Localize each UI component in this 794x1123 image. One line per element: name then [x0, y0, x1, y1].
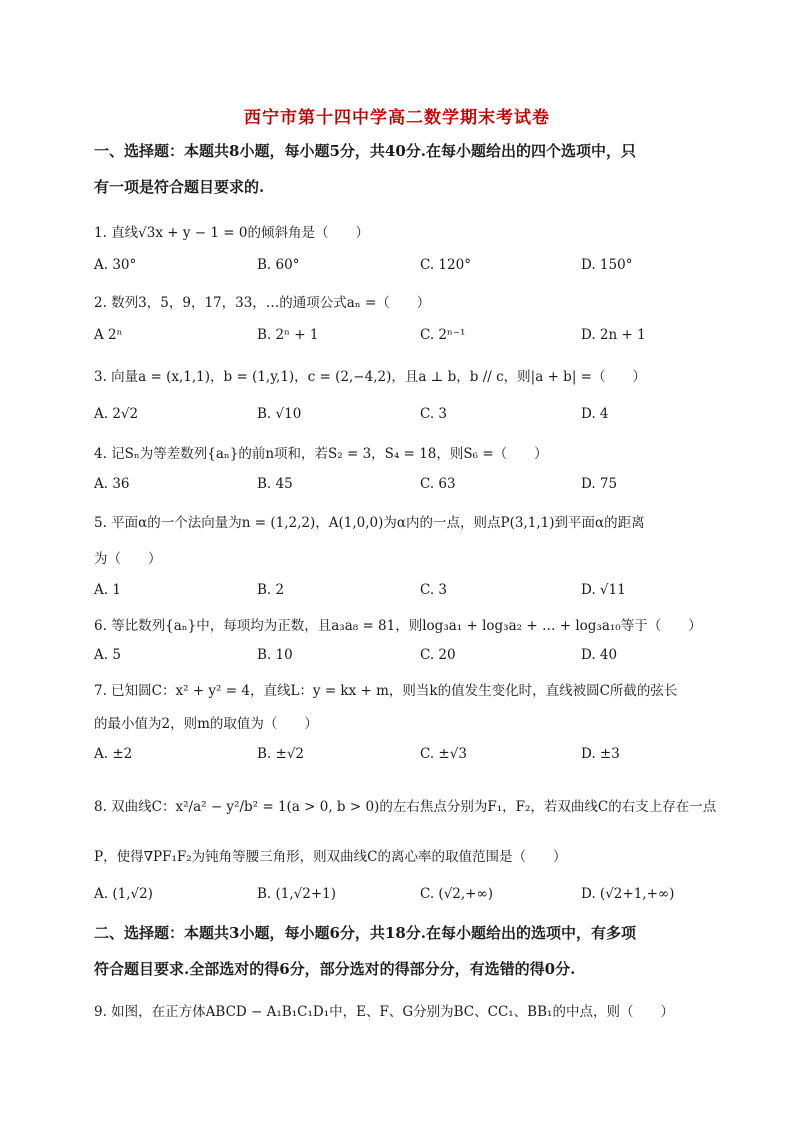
- option-a: A. 5: [94, 647, 121, 663]
- option-b: B. (1,√2+1): [257, 886, 337, 902]
- option-b: B. ±√2: [257, 746, 305, 762]
- page-title: 西宁市第十四中学高二数学期末考试卷: [244, 108, 550, 128]
- question-7: 7. 已知圆C：x² + y² = 4，直线L：y = kx + m，则当k的值发生变化时，直线被圆C所截的弦长: [94, 683, 678, 699]
- option-a: A. 1: [94, 582, 121, 598]
- section-2-line1: 二、选择题：本题共3小题，每小题6分，共18分.在每小题给出的选项中，有多项: [94, 924, 636, 942]
- section-1-line2: 有一项是符合题目要求的.: [94, 178, 265, 196]
- option-a: A. 36: [94, 476, 130, 492]
- question-8-continued: P，使得∇PF₁F₂为钝角等腰三角形，则双曲线C的离心率的取值范围是（ ）: [94, 849, 567, 865]
- option-c: C. 20: [420, 647, 456, 663]
- question-2: 2. 数列3，5，9，17，33，…的通项公式aₙ =（ ）: [94, 295, 431, 311]
- question-4: 4. 记Sₙ为等差数列{aₙ}的前n项和，若S₂ = 3，S₄ = 18，则S₆ =（ ）: [94, 446, 548, 462]
- question-3: 3. 向量a = (x,1,1)，b = (1,y,1)，c = (2,−4,2)，且a ⊥ b，b // c，则|a + b| =（ ）: [94, 369, 646, 385]
- option-d: D. 150°: [581, 257, 633, 273]
- option-d: D. √11: [581, 582, 626, 598]
- option-c: C. 3: [420, 582, 448, 598]
- option-a: A. (1,√2): [94, 886, 153, 902]
- option-a: A. ±2: [94, 746, 133, 762]
- option-c: C. 63: [420, 476, 456, 492]
- question-7-options: [94, 746, 714, 766]
- question-2-options: [94, 327, 714, 347]
- question-7-continued: 的最小值为2，则m的取值为（ ）: [94, 716, 318, 732]
- question-9: 9. 如图，在正方体ABCD − A₁B₁C₁D₁中，E、F、G分别为BC、CC₁、BB₁的中点，则（ ）: [94, 1004, 674, 1020]
- option-d: D. (√2+1,+∞): [581, 886, 675, 902]
- option-b: B. 2ⁿ + 1: [257, 327, 319, 343]
- option-c: C. 120°: [420, 257, 471, 273]
- question-6-options: [94, 647, 714, 667]
- option-c: C. ±√3: [420, 746, 467, 762]
- option-a: A 2ⁿ: [94, 327, 123, 343]
- section-1-line1: 一、选择题：本题共8小题，每小题5分，共40分.在每小题给出的四个选项中，只: [94, 142, 636, 160]
- question-4-options: [94, 476, 714, 496]
- option-d: D. 40: [581, 647, 618, 663]
- option-b: B. √10: [257, 406, 302, 422]
- question-3-options: [94, 406, 714, 426]
- option-d: D. 75: [581, 476, 618, 492]
- option-d: D. ±3: [581, 746, 620, 762]
- option-a: A. 30°: [94, 257, 137, 273]
- question-1: 1. 直线√3x + y − 1 = 0的倾斜角是（ ）: [94, 225, 369, 241]
- question-1-options: [94, 257, 714, 277]
- question-5-options: [94, 582, 714, 602]
- option-b: B. 2: [257, 582, 285, 598]
- question-5-continued: 为（ ）: [94, 551, 162, 567]
- question-8-options: [94, 886, 714, 906]
- option-c: C. (√2,+∞): [420, 886, 494, 902]
- option-a: A. 2√2: [94, 406, 139, 422]
- question-6: 6. 等比数列{aₙ}中，每项均为正数，且a₃a₈ = 81，则log₃a₁ + log₃a₂ + … + log₃a₁₀等于（ ）: [94, 618, 702, 634]
- question-8: 8. 双曲线C：x²/a² − y²/b² = 1(a > 0, b > 0)的左右焦点分别为F₁，F₂，若双曲线C的右支上存在一点: [94, 799, 717, 815]
- section-1-heading: [94, 133, 704, 205]
- option-d: D. 2n + 1: [581, 327, 646, 343]
- option-d: D. 4: [581, 406, 609, 422]
- option-b: B. 60°: [257, 257, 300, 273]
- option-b: B. 10: [257, 647, 293, 663]
- section-2-line2: 符合题目要求.全部选对的得6分，部分选对的得部分分，有选错的得0分.: [94, 960, 576, 978]
- option-c: C. 3: [420, 406, 448, 422]
- option-c: C. 2ⁿ⁻¹: [420, 327, 466, 343]
- section-2-heading: [94, 915, 704, 987]
- question-5: 5. 平面α的一个法向量为n = (1,2,2)，A(1,0,0)为α内的一点，则点P(3,1,1)到平面α的距离: [94, 515, 645, 531]
- option-b: B. 45: [257, 476, 293, 492]
